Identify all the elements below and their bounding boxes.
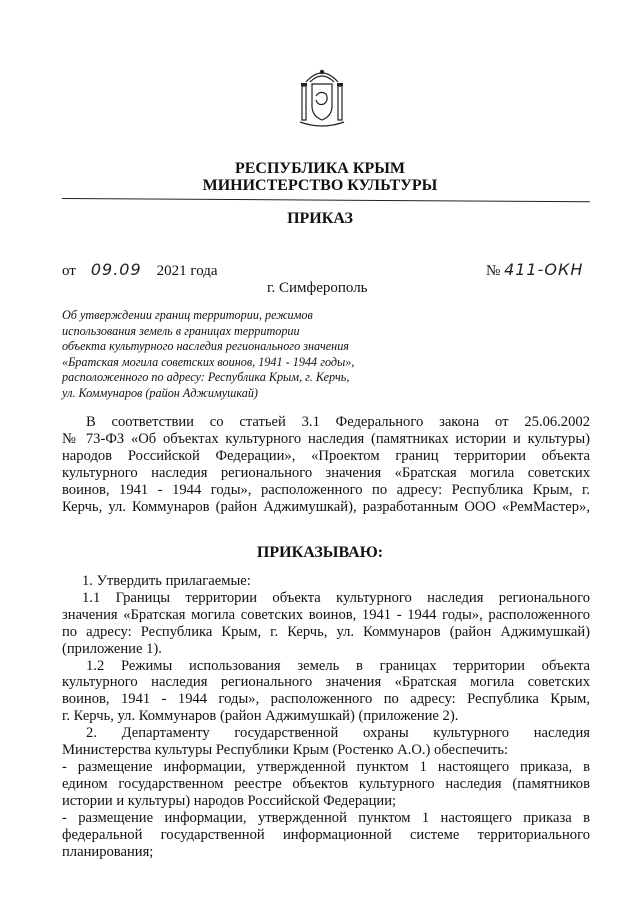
subject-line: Об утверждении границ территории, режимов: [62, 308, 313, 322]
number-handwritten: 411-ОКН: [504, 260, 584, 279]
item-line: 2. Департаменту государственной охраны культурного наследия: [86, 725, 590, 742]
item-line: значения «Братская могила советских воинов, 1941 - 1944 годы», расположенного: [62, 606, 590, 623]
item-line: - размещение информации, утвержденной пунктом 1 настоящего приказа в: [62, 809, 590, 826]
date-handwritten: 09.09: [90, 260, 142, 279]
item-line: 1. Утвердить прилагаемые:: [82, 573, 251, 589]
item-line: воинов, 1941 - 1944 годы», расположенного по адресу: Республика Крым,: [62, 691, 590, 708]
item-line: федеральной государственной информационной системе территориального: [62, 826, 590, 843]
preamble-line: В соответствии со статьей 3.1 Федерального закона от 25.06.2002: [86, 414, 590, 430]
preamble-line: культурного наследия регионального значения «Братская могила советских: [62, 464, 590, 481]
document-number: [486, 260, 583, 280]
org-ministry: МИНИСТЕРСТВО КУЛЬТУРЫ: [202, 177, 438, 194]
subject-line: объекта культурного наследия регионального значения: [62, 339, 349, 353]
decree-heading: ПРИКАЗЫВАЮ:: [256, 544, 384, 561]
preamble-line: Керчь, ул. Коммунаров (район Аджимушкай), разработанным ООО «РемМастер»,: [62, 498, 590, 515]
item-line: культурного наследия регионального значения «Братская могила советских: [62, 674, 590, 691]
preamble-line: народов Российской Федерации», «Проектом границ территории объекта: [62, 447, 590, 464]
item-line: истории и культуры) народов Российской Федерации;: [62, 792, 397, 809]
document-subject: [62, 308, 362, 401]
header-divider: [62, 198, 590, 202]
subject-line: ул. Коммунаров (район Аджимушкай): [62, 385, 258, 400]
date-prefix: от: [62, 263, 76, 279]
subject-line: использования земель в границах территории: [62, 323, 300, 338]
item-line: Министерства культуры Республики Крым (Ростенко А.О.) обеспечить:: [62, 742, 509, 759]
item-line: 1.2 Режимы использования земель в границах территории объекта: [86, 657, 590, 674]
preamble-line: воинов, 1941 - 1944 годы», расположенного по адресу: Республика Крым, г.: [62, 481, 590, 498]
document-city: г. Симферополь: [267, 280, 368, 296]
subject-line: расположенного по адресу: Республика Крым, г. Керчь,: [62, 370, 350, 384]
document-type: ПРИКАЗ: [287, 210, 353, 227]
item-line: 1.1 Границы территории объекта культурного наследия регионального: [82, 589, 590, 606]
item-line: (приложение 1).: [62, 640, 162, 657]
item-line: едином государственном реестре объектов культурного наследия (памятников: [62, 775, 590, 792]
org-republic: РЕСПУБЛИКА КРЫМ: [234, 160, 406, 177]
item-line: г. Керчь, ул. Коммунаров (район Аджимушкай) (приложение 2).: [62, 708, 459, 725]
coat-of-arms-icon: [296, 62, 348, 130]
item-line: планирования;: [62, 843, 154, 860]
document-date: [62, 260, 218, 280]
number-prefix: №: [486, 263, 501, 279]
date-year: 2021 года: [156, 263, 218, 279]
item-line: - размещение информации, утвержденной пунктом 1 настоящего приказа, в: [62, 758, 590, 775]
preamble: [62, 414, 590, 515]
preamble-line: № 73-ФЗ «Об объектах культурного наследия (памятниках истории и культуры): [62, 430, 590, 447]
decree-items: [62, 573, 590, 860]
subject-line: «Братская могила советских воинов, 1941 - 1944 годы»,: [62, 354, 355, 369]
item-line: по адресу: Республика Крым, г. Керчь, ул. Коммунаров (район Аджимушкай): [62, 623, 590, 640]
